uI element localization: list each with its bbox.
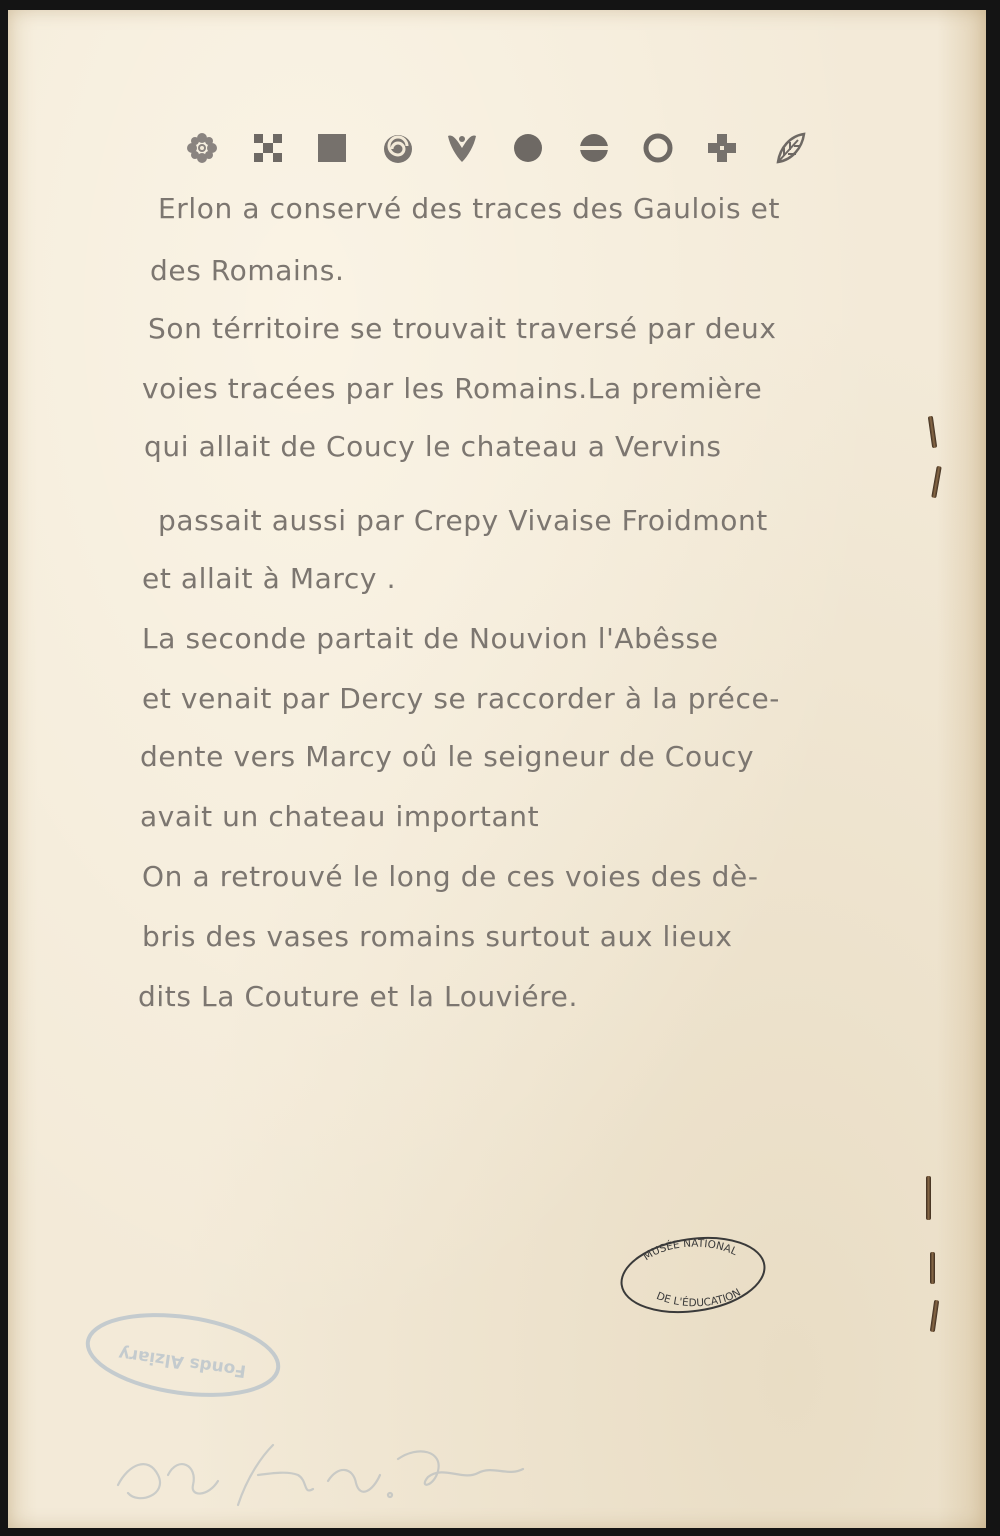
staple [930, 1300, 939, 1332]
svg-text:MUSÉE NATIONAL [641, 1238, 739, 1264]
svg-text:DE L'ÉDUCATION [655, 1287, 743, 1310]
text-line: avait un chateau important [140, 800, 540, 833]
text-line: des Romains. [150, 254, 345, 287]
fonds-stamp [78, 1305, 288, 1405]
staple [931, 466, 941, 498]
text-line: Son térritoire se trouvait traversé par deux [148, 312, 777, 345]
text-line: et venait par Dercy se raccorder à la préce- [142, 682, 781, 715]
text-line: Erlon a conservé des traces des Gaulois et [158, 192, 781, 225]
text-line: dente vers Marcy oû le seigneur de Coucy [140, 740, 755, 773]
cross-icon [704, 130, 740, 166]
staple [928, 416, 937, 448]
ornament-row [184, 130, 814, 172]
musee-stamp-top-text: MUSÉE NATIONAL [641, 1237, 739, 1264]
text-line: dits La Couture et la Louviére. [138, 980, 578, 1013]
staple [926, 1176, 931, 1220]
musee-stamp-bottom-text: DE L'ÉDUCATION [654, 1286, 743, 1310]
square-icon [314, 130, 350, 166]
ring-icon [640, 130, 676, 166]
document-page [8, 10, 986, 1528]
text-line: passait aussi par Crepy Vivaise Froidmont [158, 504, 768, 537]
leaf-icon [772, 130, 808, 166]
staple [930, 1252, 935, 1284]
split-disc-icon [576, 130, 612, 166]
fonds-stamp-text: Fonds Alziary [117, 1343, 248, 1381]
text-line: On a retrouvé le long de ces voies des dè- [142, 860, 759, 893]
text-line: voies tracées par les Romains.La première [142, 372, 763, 405]
disc-icon [510, 130, 546, 166]
text-line: La seconde partait de Nouvion l'Abêsse [142, 622, 719, 655]
checker-cross-icon [250, 130, 286, 166]
spiral-icon [380, 130, 416, 166]
heart-v-icon [444, 130, 480, 166]
musee-stamp [613, 1232, 773, 1318]
rosette-icon [184, 130, 220, 166]
handwritten-signature [98, 1415, 558, 1525]
text-line: et allait à Marcy . [142, 562, 397, 595]
text-line: bris des vases romains surtout aux lieux [142, 920, 733, 953]
text-line: qui allait de Coucy le chateau a Vervins [144, 430, 722, 463]
